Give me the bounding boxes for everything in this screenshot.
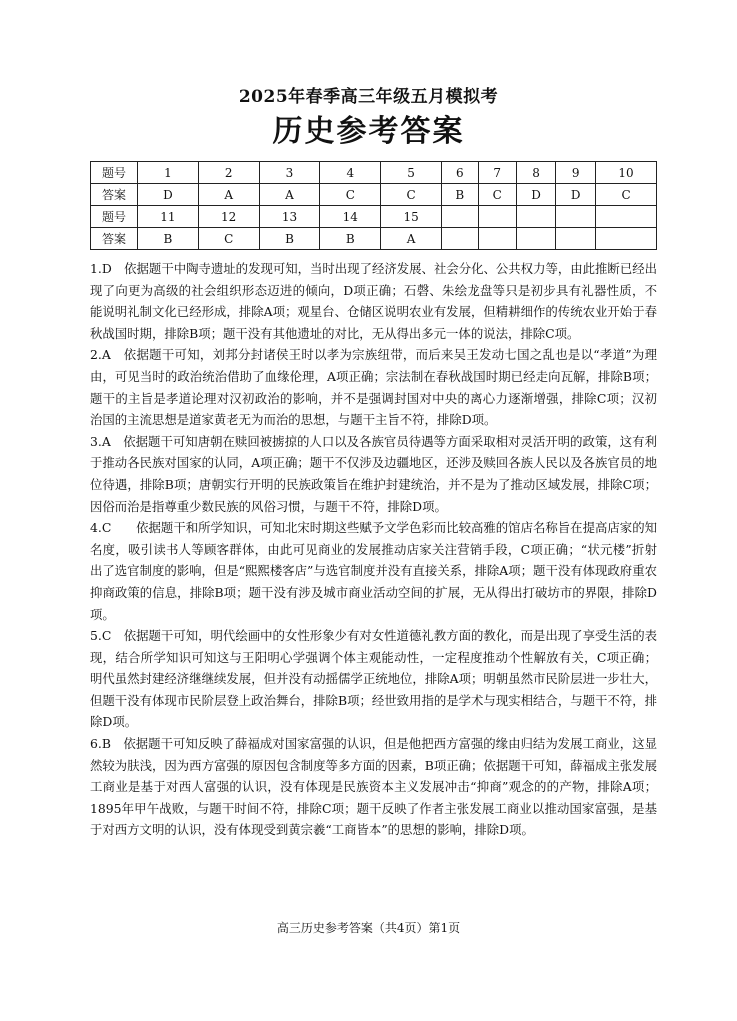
row-label: 题号 [91,206,138,228]
answer-cell: A [259,184,320,206]
question-number: 5 [381,162,442,184]
answer-cell: D [556,184,596,206]
row-label: 答案 [91,228,138,250]
question-number: 10 [596,162,657,184]
answer-cell: B [441,184,478,206]
answer-cell: C [596,184,657,206]
answer-table [90,161,657,250]
question-number: 11 [138,206,199,228]
table-row [91,228,657,250]
question-number: 12 [198,206,259,228]
answer-cell: A [198,184,259,206]
answer-cell: D [516,184,556,206]
question-number: 7 [478,162,516,184]
table-row [91,162,657,184]
empty-cell [556,206,596,228]
question-number: 1 [138,162,199,184]
empty-cell [596,228,657,250]
explanation-paragraph: 4.C 依据题干和所学知识，可知北宋时期这些赋予文学色彩而比较高雅的馆店名称旨在提高店家的知名度，吸引读书人等顾客群体，由此可见商业的发展推动店家关注营销手段，C项正确；“状元楼”折射出了选官制度的影响，但是“熙熙楼客店”与选官制度并没有直接关系，排除A项；题干没有体现政府重农抑商政策的信息，排除B项；题干没有涉及城市商业活动空间的扩展，无从得出打破坊市的界限，排除D项。 [90,520,657,622]
answer-cell: C [381,184,442,206]
empty-cell [441,228,478,250]
empty-cell [556,228,596,250]
answer-cell: D [138,184,199,206]
question-number: 8 [516,162,556,184]
question-number: 3 [259,162,320,184]
answer-cell: B [320,228,381,250]
question-number: 14 [320,206,381,228]
empty-cell [516,206,556,228]
answer-cell: B [259,228,320,250]
page-title: 历史参考答案 [272,114,465,149]
explanations [90,258,657,841]
empty-cell [516,228,556,250]
question-number: 2 [198,162,259,184]
table-row [91,206,657,228]
page-footer: 高三历史参考答案（共4页）第1页 [276,921,461,935]
answer-cell: B [138,228,199,250]
table-row [91,184,657,206]
empty-cell [596,206,657,228]
explanation-paragraph: 6.B 依据题干可知反映了薛福成对国家富强的认识，但是他把西方富强的缘由归结为发展工商业，这显然较为肤浅，因为西方富强的原因包含制度等多方面的因素，B项正确；依据题干可知，薛福成主张发展工商业是基于对西人富强的认识，没有体现是民族资本主义发展冲击“抑商”观念的的产物，排除A项；1895年甲午战败，与题干时间不符，排除C项；题干反映了作者主张发展工商业以推动国家富强，是基于对西方文明的认识，没有体现受到黄宗羲“工商皆本”的思想的影响，排除D项。 [90,736,657,838]
explanation-paragraph: 1.D 依据题干中陶寺遗址的发现可知，当时出现了经济发展、社会分化、公共权力等，由此推断已经出现了向更为高级的社会组织形态迈进的倾向，D项正确；石磬、朱绘龙盘等只是初步具有礼器性质，不能说明礼制文化已经形成，排除A项；观星台、仓储区说明农业有发展，但精耕细作的传统农业开始于春秋战国时期，排除B项；题干没有其他遗址的对比，无从得出多元一体的说法，排除C项。 [90,261,657,341]
answer-cell: C [198,228,259,250]
explanation-paragraph: 5.C 依据题干可知，明代绘画中的女性形象少有对女性道德礼教方面的教化，而是出现了享受生活的表现，结合所学知识可知这与王阳明心学强调个体主观能动性，一定程度推动个性解放有关，C项正确；明代虽然封建经济继继续发展，但并没有动摇儒学正统地位，排除A项；明朝虽然市民阶层进一步壮大，但题干没有体现市民阶层登上政治舞台，排除B项；经世致用指的是学术与现实相结合，与题干不符，排除D项。 [90,628,657,730]
answer-cell: C [478,184,516,206]
question-number: 4 [320,162,381,184]
question-number: 15 [381,206,442,228]
exam-subtitle: 2025年春季高三年级五月模拟考 [238,87,499,107]
row-label: 题号 [91,162,138,184]
question-number: 6 [441,162,478,184]
empty-cell [478,206,516,228]
empty-cell [441,206,478,228]
answer-cell: C [320,184,381,206]
empty-cell [478,228,516,250]
question-number: 13 [259,206,320,228]
row-label: 答案 [91,184,138,206]
answer-cell: A [381,228,442,250]
explanation-paragraph: 2.A 依据题干可知，刘邦分封诸侯王时以孝为宗族纽带，而后来吴王发动七国之乱也是以“孝道”为理由，可见当时的政治统治借助了血缘伦理，A项正确；宗法制在春秋战国时期已经走向瓦解，排除B项；题干的主旨是孝道论理对汉初政治的影响，并不是强调封国对中央的离心力逐渐增强，排除C项；汉初治国的主流思想是道家黄老无为而治的思想，与题干主旨不符，排除D项。 [90,347,657,428]
explanation-paragraph: 3.A 依据题干可知唐朝在赎回被掳掠的人口以及各族官员待遇等方面采取相对灵活开明的政策，这有利于推动各民族对国家的认同，A项正确；题干不仅涉及边疆地区，还涉及赎回各族人民以及各族官员的地位待遇，排除B项；唐朝实行开明的民族政策旨在维护封建统治，并不是为了推动区域发展，排除C项；因俗而治是指尊重少数民族的风俗习惯，与题干不符，排除D项。 [90,433,657,514]
question-number: 9 [556,162,596,184]
